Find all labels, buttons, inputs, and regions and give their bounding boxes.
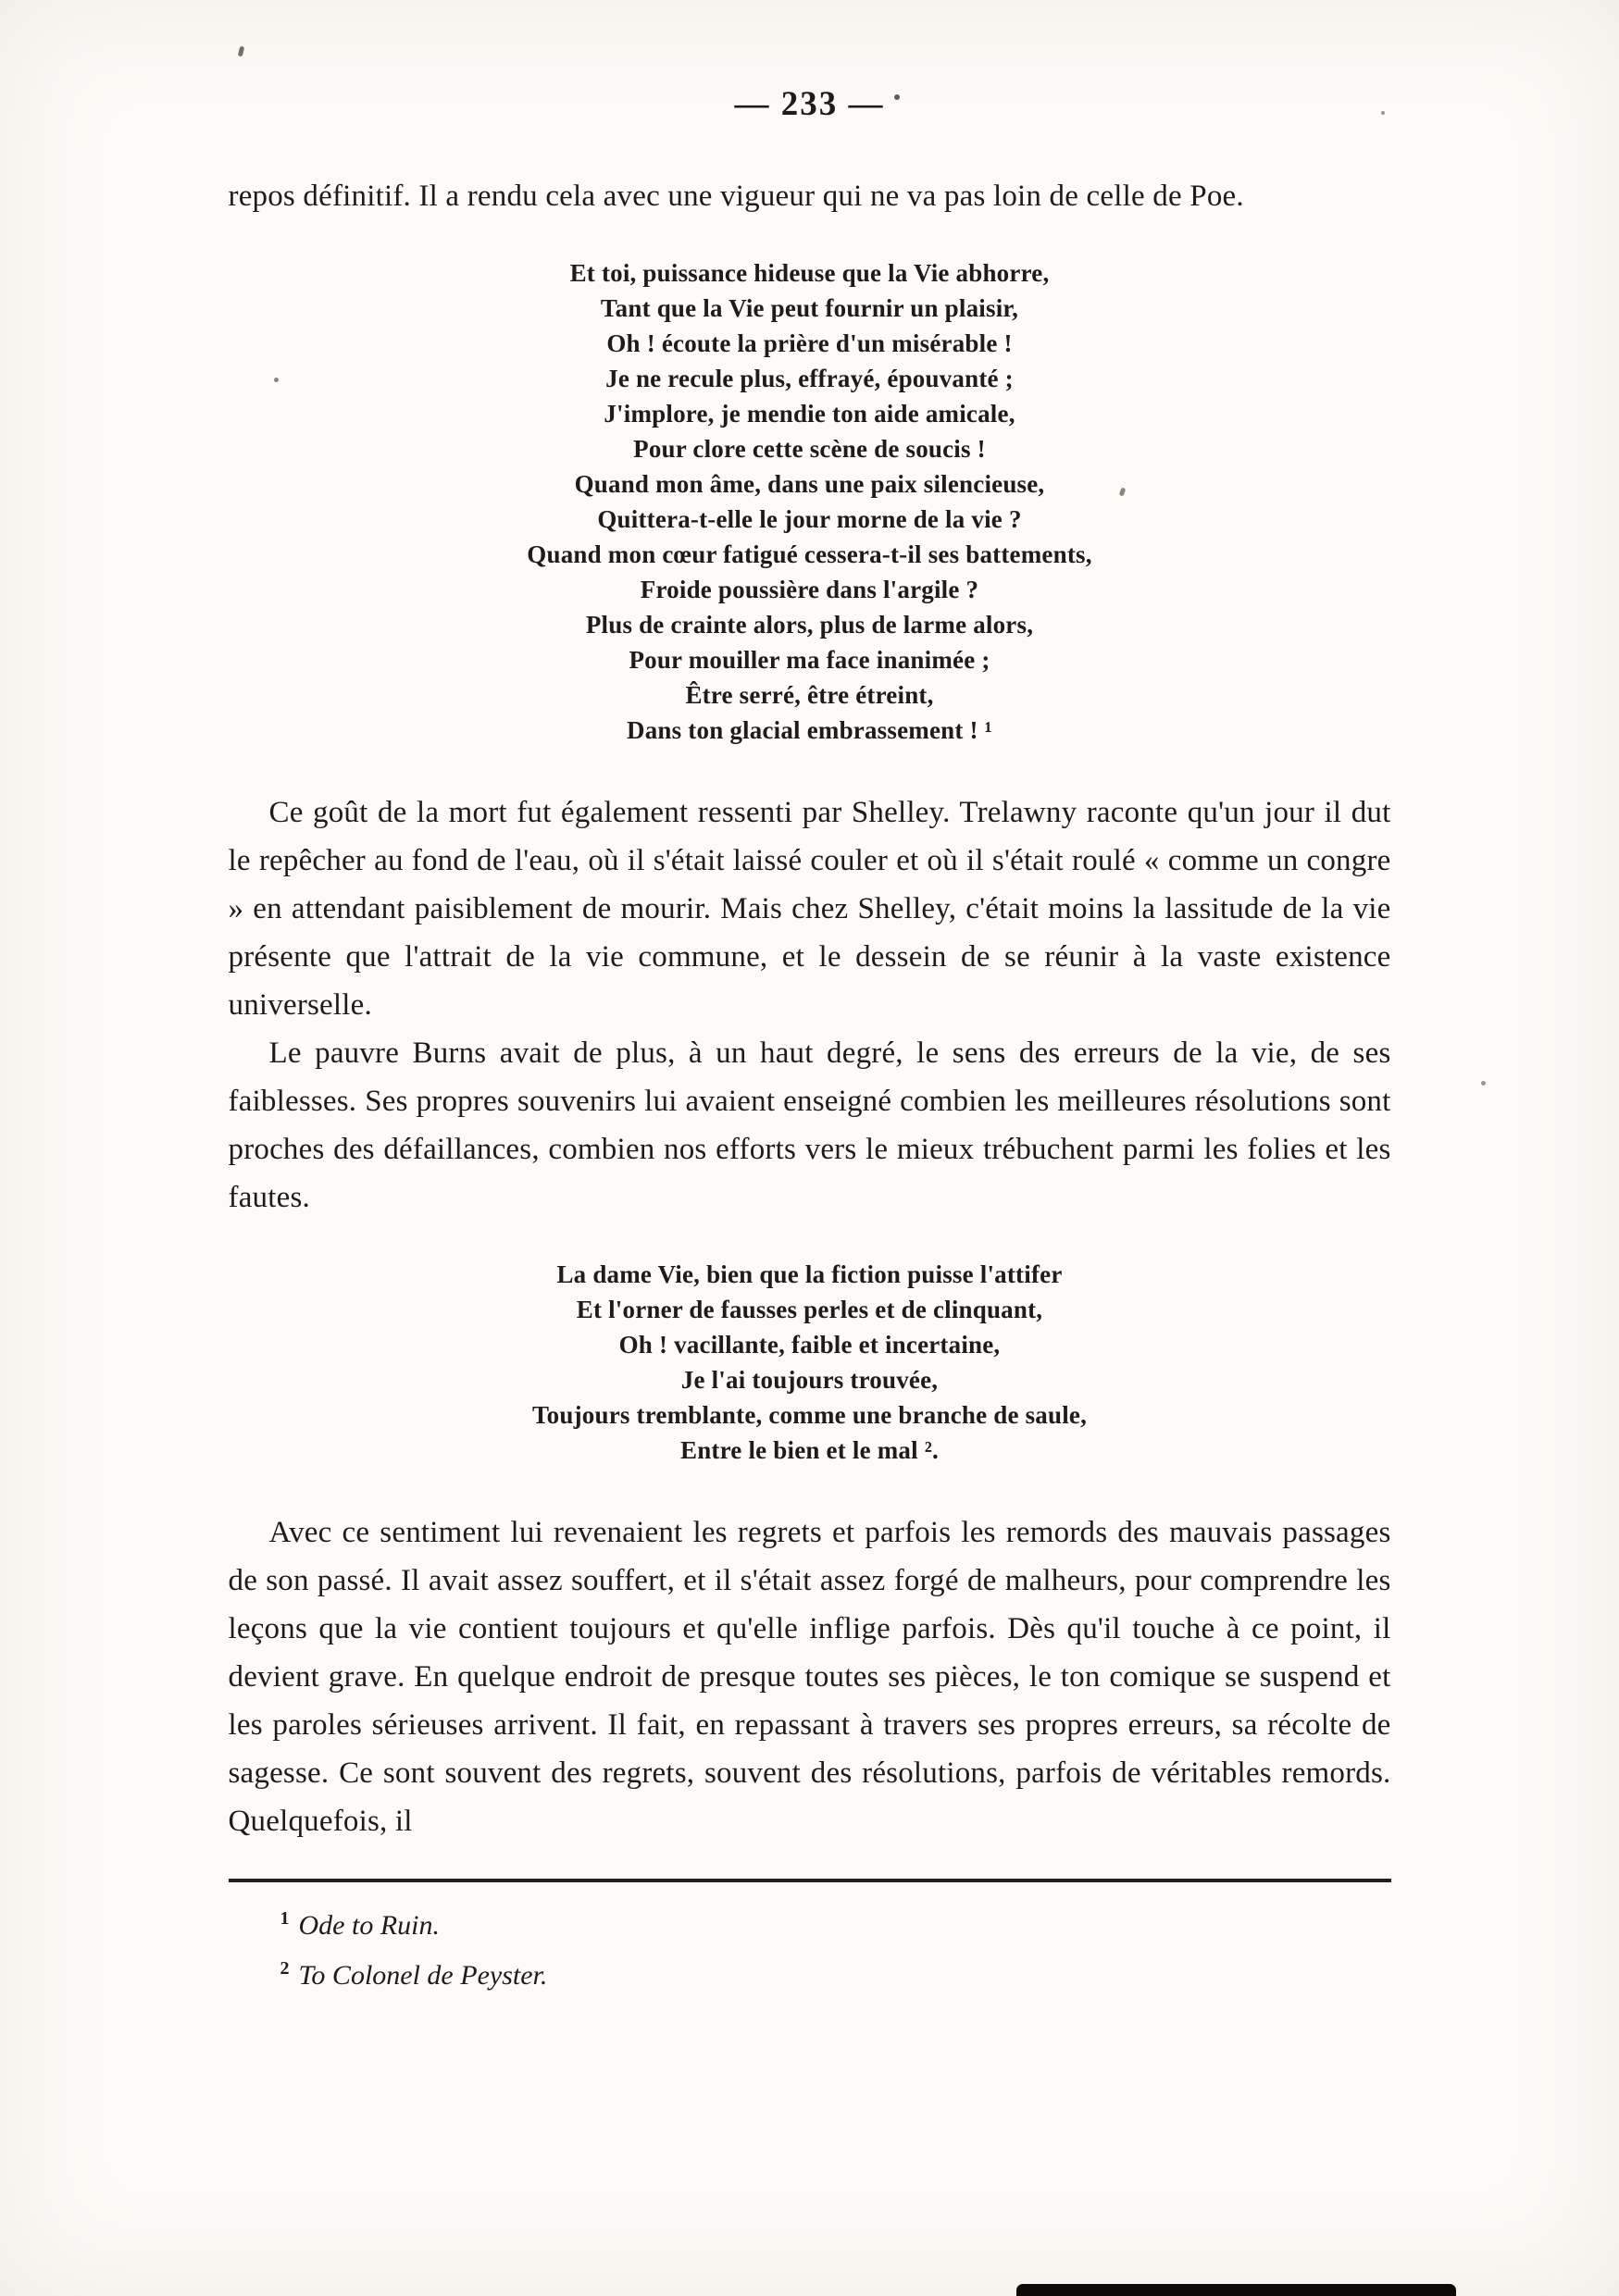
page-number: — 233 —	[734, 85, 885, 123]
poem-line: J'implore, je mendie ton aide amicale,	[604, 400, 1015, 428]
poem-line: La dame Vie, bien que la fiction puisse l'attifer	[556, 1260, 1063, 1288]
paragraph-continuation: repos définitif. Il a rendu cela avec une vigueur qui ne va pas loin de celle de Poe.	[228, 180, 1244, 213]
footnote-rule	[229, 1879, 1391, 1882]
poem-line: Entre le bien et le mal ².	[680, 1436, 939, 1464]
paragraph-burns: Le pauvre Burns avait de plus, à un haut degré, le sens des erreurs de la vie, de ses faiblesses. Ses propres souvenirs lui avaient enseigné combien les meilleures résolutions sont proches des défaillances, combien nos efforts vers le mieux trébuchent parmi les folies et les fautes.	[228, 1036, 1391, 1214]
footnote	[229, 1897, 1391, 1947]
poem-line: Et l'orner de fausses perles et de clinquant,	[576, 1296, 1043, 1323]
poem-line: Tant que la Vie peut fournir un plaisir,	[600, 294, 1019, 322]
poem-quote-ode-to-ruin	[229, 255, 1391, 748]
poem-line: Être serré, être étreint,	[685, 681, 934, 709]
footnote	[229, 1947, 1391, 1997]
poem-quote-dame-vie	[229, 1257, 1391, 1468]
poem-line: Je ne recule plus, effrayé, épouvanté ;	[605, 365, 1014, 392]
footnote-marker: 1	[280, 1908, 290, 1929]
poem-line: Froide poussière dans l'argile ?	[640, 576, 979, 603]
footnote-marker: 2	[280, 1958, 290, 1979]
footnote-text: Ode to Ruin.	[298, 1910, 440, 1941]
scan-speck	[274, 378, 279, 382]
poem-line: Oh ! écoute la prière d'un misérable !	[606, 329, 1013, 357]
scan-speck	[894, 94, 900, 100]
poem-line: Toujours tremblante, comme une branche de saule,	[531, 1401, 1088, 1429]
poem-line: Quand mon âme, dans une paix silencieuse,	[574, 470, 1045, 498]
scan-speck	[1381, 111, 1385, 115]
poem-line: Pour clore cette scène de soucis !	[633, 435, 986, 463]
poem-line: Pour mouiller ma face inanimée ;	[629, 646, 990, 674]
paragraph-shelley: Ce goût de la mort fut également ressenti par Shelley. Trelawny raconte qu'un jour il dut le repêcher au fond de l'eau, où il s'était laissé couler et où il s'était roulé « comme un congre » en attendant paisiblement de mourir. Mais chez Shelley, c'était moins la lassitude de la vie présente que l'attrait de la vie commune, et le dessein de se réunir à la vaste existence universelle.	[228, 796, 1391, 1022]
footnote-area	[229, 1879, 1391, 1997]
poem-line: Dans ton glacial embrassement ! ¹	[627, 716, 992, 744]
paragraph-regrets: Avec ce sentiment lui revenaient les regrets et parfois les remords des mauvais passages de son passé. Il avait assez souffert, et il s'était assez forgé de malheurs, pour comprendre les leçons que la vie contient toujours et qu'elle inflige parfois. Dès qu'il touche à ce point, il devient grave. En quelque endroit de presque toutes ses pièces, le ton comique se suspend et les paroles sérieuses arrivent. Il fait, en repassant à travers ses propres erreurs, sa récolte de sagesse. Ce sont souvent des regrets, souvent des résolutions, parfois de véritables remords. Quelquefois, il	[228, 1516, 1391, 1838]
scan-speck	[1481, 1081, 1486, 1086]
poem-line: Je l'ai toujours trouvée,	[680, 1366, 939, 1394]
poem-line: Plus de crainte alors, plus de larme alors,	[585, 611, 1034, 639]
poem-line: Et toi, puissance hideuse que la Vie abhorre,	[569, 259, 1050, 287]
poem-line: Quittera-t-elle le jour morne de la vie ?	[597, 505, 1022, 533]
poem-line: Oh ! vacillante, faible et incertaine,	[618, 1331, 1001, 1359]
scan-edge-artifact	[1016, 2284, 1456, 2296]
text-column	[229, 0, 1391, 1997]
footnote-text: To Colonel de Peyster.	[298, 1960, 548, 1991]
poem-line: Quand mon cœur fatigué cessera-t-il ses battements,	[527, 540, 1092, 568]
